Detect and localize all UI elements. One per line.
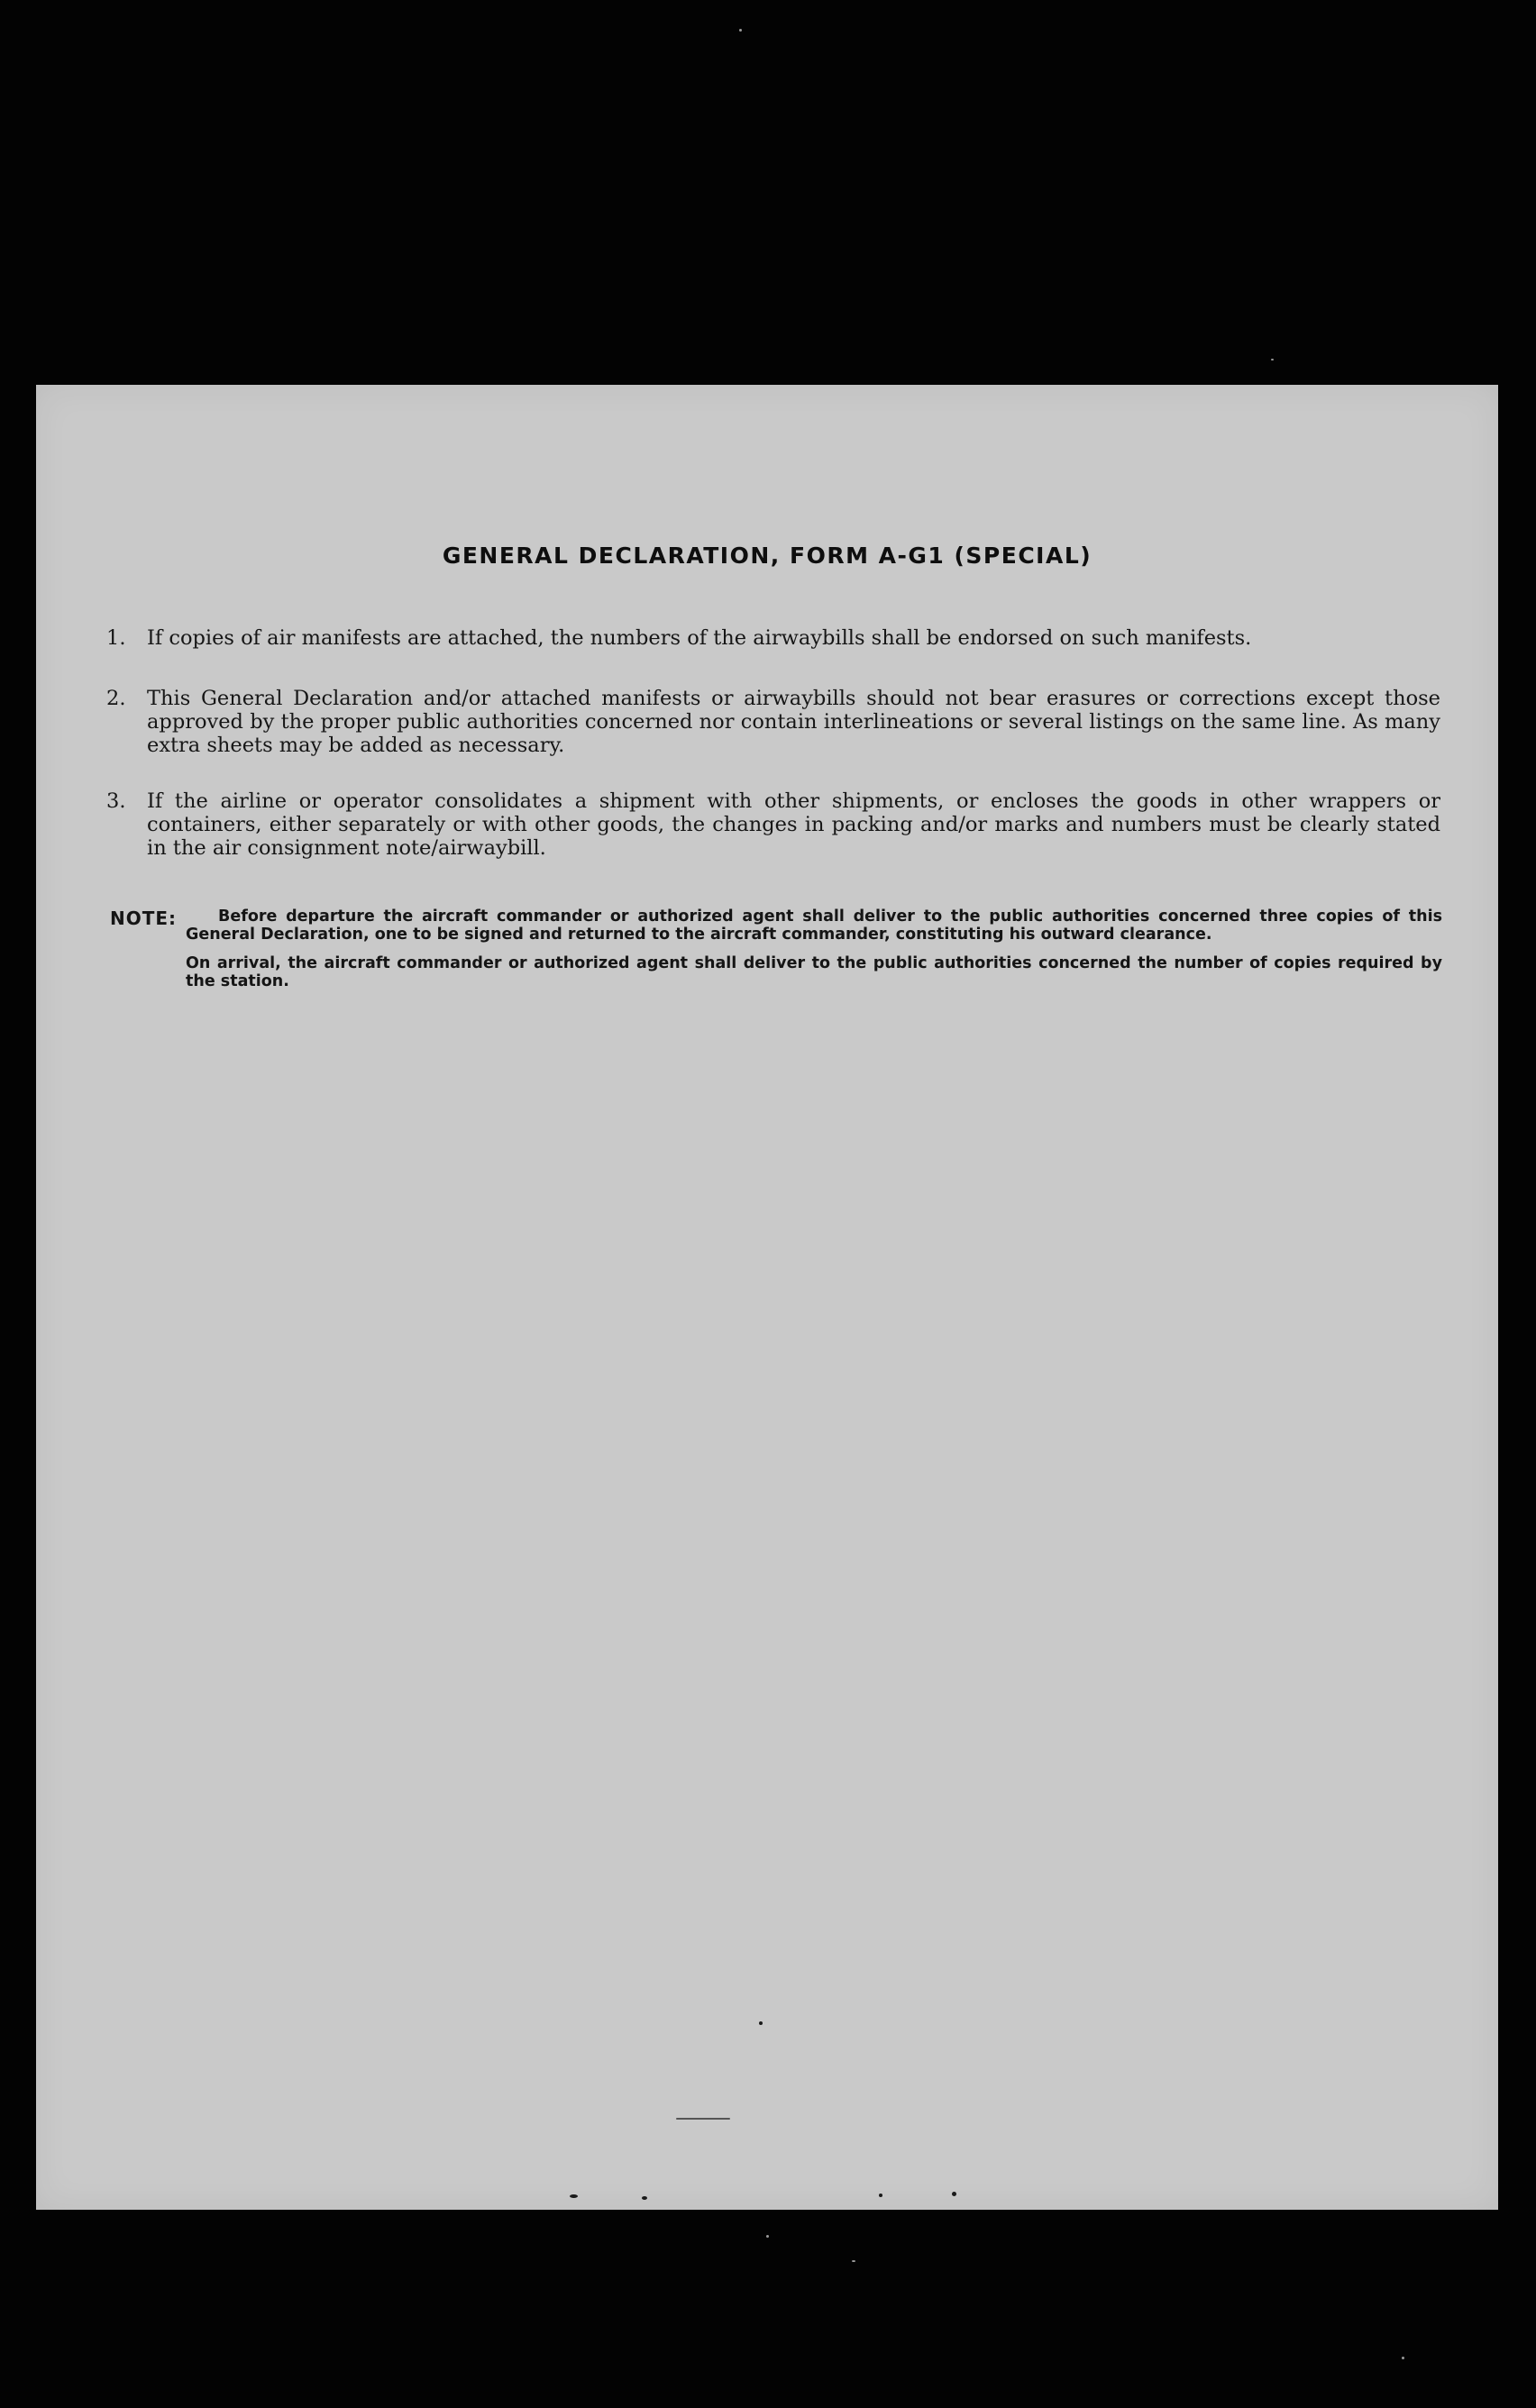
instruction-number: 2. bbox=[106, 687, 126, 710]
ink-speck bbox=[570, 2194, 578, 2198]
ink-speck bbox=[952, 2192, 956, 2196]
instruction-item-2 bbox=[106, 687, 1440, 757]
instruction-number: 1. bbox=[106, 626, 126, 650]
ink-speck bbox=[879, 2194, 882, 2197]
instruction-number: 3. bbox=[106, 789, 126, 813]
dust-speck bbox=[1402, 2357, 1404, 2359]
dust-speck bbox=[766, 2235, 769, 2238]
pencil-mark bbox=[676, 2118, 730, 2120]
instruction-text: If copies of air manifests are attached, the numbers of the airwaybills shall be endorsed on such manifests. bbox=[147, 626, 1252, 650]
ink-speck bbox=[642, 2196, 647, 2200]
note-label: NOTE: bbox=[110, 908, 178, 929]
instruction-text: If the airline or operator consolidates a shipment with other shipments, or encloses the goods in other wrappers or containers, either separately or with other goods, the changes in packing and/or marks and numbers must be clearly stated in the air consignment note/airwaybill. bbox=[147, 789, 1440, 860]
note-paragraph-arrival: On arrival, the aircraft commander or authorized agent shall deliver to the public authorities concerned the number of copies required by the station. bbox=[186, 954, 1442, 990]
instruction-item-1 bbox=[106, 626, 1440, 650]
note-block bbox=[110, 908, 1442, 990]
instruction-item-3 bbox=[106, 789, 1440, 860]
dust-speck bbox=[1271, 359, 1274, 360]
note-paragraph-departure: Before departure the aircraft commander or authorized agent shall deliver to the public authorities concerned three copies of this General Declaration, one to be signed and returned to the aircraft commander, constituting his outward clearance. bbox=[186, 908, 1442, 944]
dust-speck bbox=[739, 29, 742, 32]
form-title: GENERAL DECLARATION, FORM A-G1 (SPECIAL) bbox=[442, 543, 1093, 569]
instruction-text: This General Declaration and/or attached manifests or airwaybills should not bear erasures or corrections except those approved by the proper public authorities concerned nor contain interlineations or several listings on the same line. As many extra sheets may be added as necessary. bbox=[147, 687, 1440, 757]
document-page bbox=[36, 385, 1498, 2210]
dust-speck bbox=[852, 2260, 855, 2262]
ink-speck bbox=[759, 2021, 763, 2025]
